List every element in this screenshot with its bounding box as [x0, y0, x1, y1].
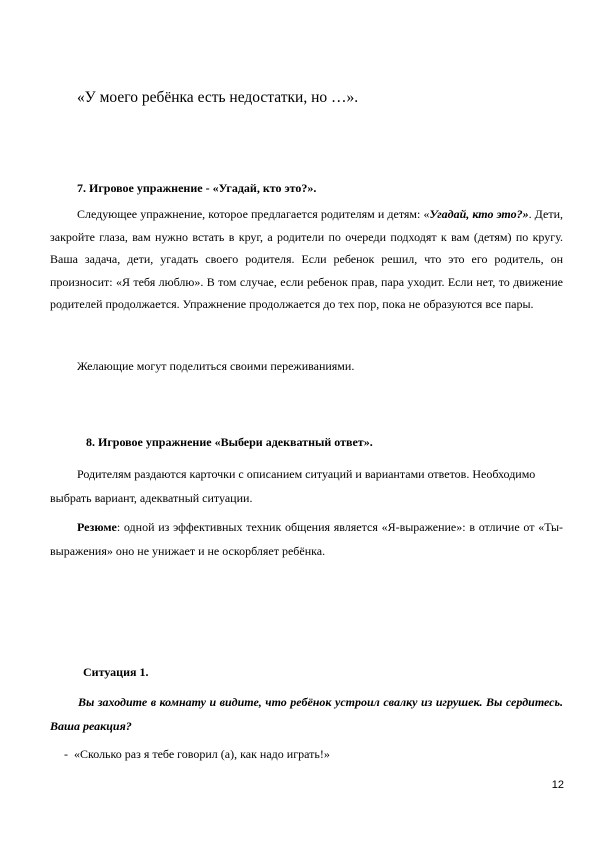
section-7-heading: 7. Игровое упражнение - «Угадай, кто это?».	[77, 181, 317, 195]
section-7-paragraph-emphasis: Угадай, кто это?»	[429, 207, 529, 221]
section-7-paragraph	[50, 203, 563, 316]
section-7-note: Желающие могут поделиться своими переживаниями.	[77, 359, 355, 373]
quote-line: «У моего ребёнка есть недостатки, но …».	[77, 89, 359, 106]
situation-1-description: Вы заходите в комнату и видите, что ребёнок устроил свалку из игрушек. Вы сердитесь. Ваша реакция?	[50, 695, 563, 733]
summary-text: : одной из эффективных техник общения является «Я-выражение»: в отличие от «Ты-выражения» оно не унижает и не оскорбляет ребёнка.	[50, 520, 563, 558]
situation-1-heading: Ситуация 1.	[83, 665, 149, 679]
section-7-paragraph-start: Следующее упражнение, которое предлагается родителям и детям: «	[77, 207, 430, 221]
section-8-heading: 8. Игровое упражнение «Выбери адекватный ответ».	[86, 435, 373, 449]
summary-label: Резюме	[77, 520, 117, 534]
section-8-summary	[50, 515, 563, 563]
section-7-paragraph-rest: . Дети, закройте глаза, вам нужно встать в круг, а родители по очереди подходят к вам (детям) по кругу. Ваша задача, дети, угадать своего родителя. Если ребенок решил, что это его родитель, он произносит: «Я тебя люблю». В том случае, если ребенок прав, пара уходит. Если нет, то движение родителей продолжается. Упражнение продолжается до тех пор, пока не образуются все пары.	[50, 207, 564, 311]
page-number: 12	[551, 779, 564, 791]
option-text: «Сколько раз я тебе говорил (а), как надо играть!»	[74, 747, 330, 761]
section-8-paragraph: Родителям раздаются карточки с описанием ситуаций и вариантами ответов. Необходимо выбрать вариант, адекватный ситуации.	[50, 467, 536, 505]
situation-1-option	[64, 746, 544, 762]
option-marker: -	[64, 747, 68, 761]
